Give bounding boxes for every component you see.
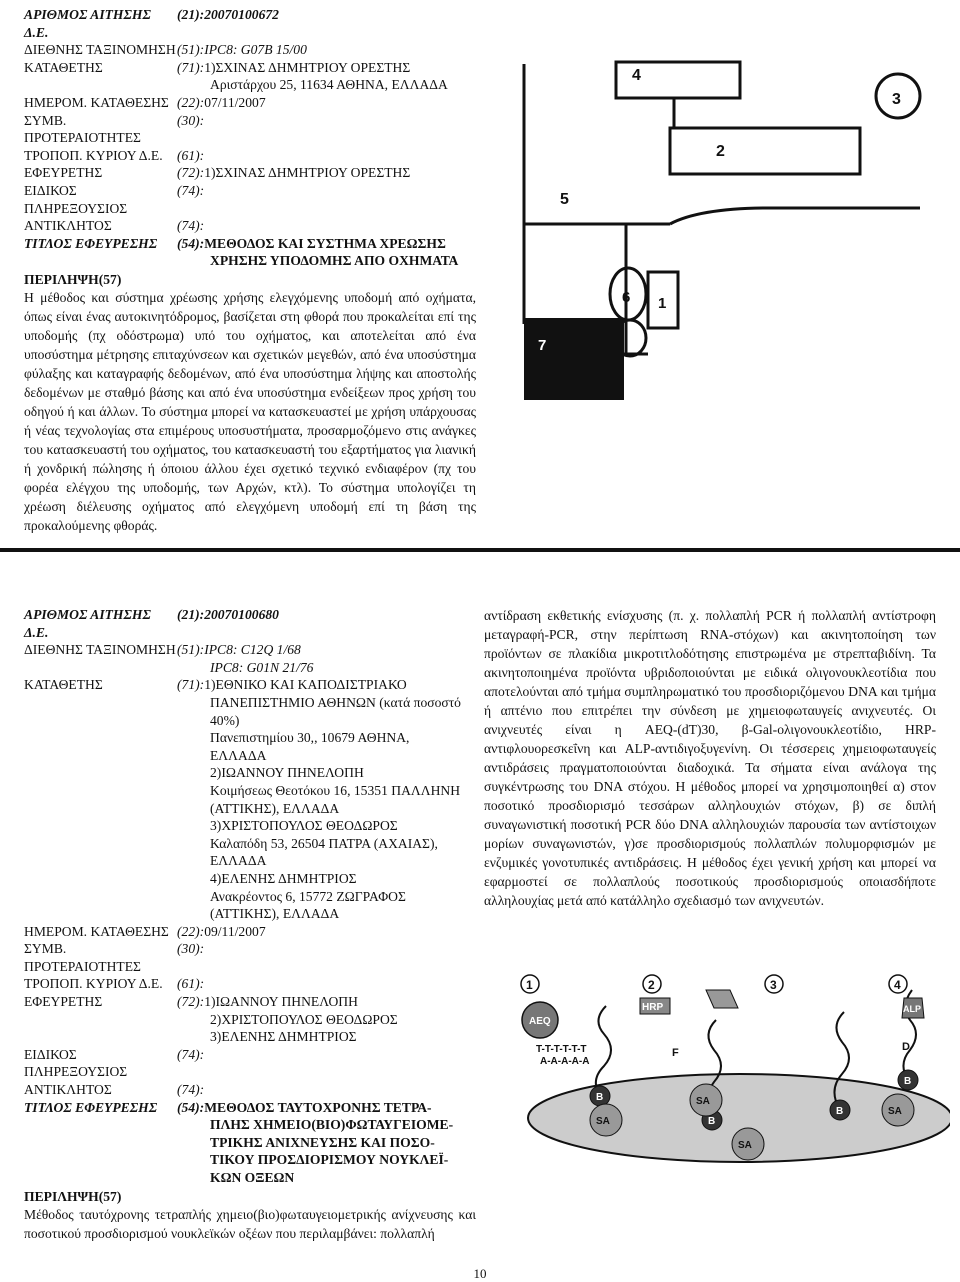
- field-value: [177, 606, 476, 641]
- abstract-label: ΠΕΡΙΛΗΨΗ(57): [24, 1188, 122, 1204]
- field-line: 07/11/2007: [204, 94, 266, 110]
- field-value: [177, 112, 476, 147]
- field-value: [177, 217, 476, 235]
- field-line: 3)ΧΡΙΣΤΟΠΟΥΛΟΣ ΘΕΟΔΩΡΟΣ: [210, 818, 398, 834]
- field-row: [24, 975, 476, 993]
- field-line: 09/11/2007: [204, 923, 266, 939]
- field-label: ΗΜΕΡΟΜ. ΚΑΤΑΘΕΣΗΣ: [24, 94, 169, 110]
- field-code: (71):: [177, 59, 205, 75]
- field-label: ΔΙΕΘΝΗΣ ΤΑΞΙΝΟΜΗΣΗ: [24, 42, 176, 58]
- field-row: [24, 94, 476, 112]
- page-number: 10: [473, 1266, 487, 1281]
- field-row: [24, 1081, 476, 1099]
- field-row: [24, 940, 476, 975]
- field-value: [177, 147, 476, 165]
- field-line: 2)ΙΩΑΝΝΟΥ ΠΗΝΕΛΟΠΗ: [210, 765, 364, 781]
- field-label: ΕΦΕΥΡΕΤΗΣ: [24, 994, 103, 1010]
- field-code: (21):: [177, 7, 205, 22]
- field-label: ΔΙΕΘΝΗΣ ΤΑΞΙΝΟΜΗΣΗ: [24, 642, 176, 658]
- figure-2-label: B: [836, 1106, 844, 1117]
- figure-1-label: 5: [560, 191, 569, 208]
- field-line: 20070100672: [204, 7, 279, 22]
- figure-2-label: F: [672, 1047, 679, 1059]
- field-label: ΤΡΟΠΟΠ. ΚΥΡΙΟΥ Δ.Ε.: [24, 147, 163, 163]
- figure-2-label: B: [708, 1116, 716, 1127]
- field-line: ΠΑΝΕΠΙΣΤΗΜΙΟ ΑΘΗΝΩΝ (κατά ποσοστό: [210, 694, 461, 710]
- field-row: [24, 993, 476, 1046]
- field-code: (51):: [177, 642, 205, 658]
- field-label: ΗΜΕΡΟΜ. ΚΑΤΑΘΕΣΗΣ: [24, 923, 169, 939]
- figure-1-label: 7: [538, 337, 547, 354]
- title-code: (54):: [177, 1099, 205, 1115]
- field-code: (74):: [177, 1046, 205, 1062]
- figure-2-label: A-A-A-A-A: [540, 1056, 590, 1067]
- field-value: [177, 1046, 476, 1081]
- field-row: [24, 217, 476, 235]
- field-row: [24, 641, 476, 676]
- field-label: ΑΡΙΘΜΟΣ ΑΙΤΗΣΗΣ Δ.Ε.: [24, 7, 151, 40]
- title-line: ΠΛΗΣ ΧΗΜΕΙΟ(ΒΙΟ)ΦΩΤΑΥΓΕΙΟΜΕ-: [210, 1117, 454, 1133]
- field-label: ΤΡΟΠΟΠ. ΚΥΡΙΟΥ Δ.Ε.: [24, 976, 163, 992]
- field-value: [177, 940, 476, 975]
- title-line: ΧΡΗΣΗΣ ΥΠΟΔΟΜΗΣ ΑΠΟ ΟΧΗΜΑΤΑ: [210, 253, 459, 269]
- field-row: [24, 112, 476, 147]
- title-value: [177, 235, 476, 270]
- field-line: IPC8: G01N 21/76: [210, 659, 314, 675]
- field-label: ΑΡΙΘΜΟΣ ΑΙΤΗΣΗΣ Δ.Ε.: [24, 607, 151, 640]
- title-line: ΤΙΚΟΥ ΠΡΟΣΔΙΟΡΙΣΜΟΥ ΝΟΥΚΛΕΪ-: [210, 1152, 449, 1168]
- field-line: IPC8: G07B 15/00: [204, 42, 307, 58]
- field-row: [24, 164, 476, 182]
- figure-2-label: SA: [696, 1096, 710, 1107]
- figure-1-label: 1: [658, 295, 667, 312]
- figure-2-diagram: [500, 970, 950, 1170]
- figure-2-label: B: [904, 1076, 912, 1087]
- figure-2-label: T-T-T-T-T-T: [536, 1044, 587, 1055]
- field-value: [177, 164, 476, 182]
- figure-2-label: HRP: [642, 1002, 664, 1013]
- field-label: ΕΙΔΙΚΟΣ ΠΛΗΡΕΞΟΥΣΙΟΣ: [24, 182, 128, 216]
- title-label: ΤΙΤΛΟΣ ΕΦΕΥΡΕΣΗΣ: [24, 1099, 158, 1115]
- field-line: 1)ΕΘΝΙΚΟ ΚΑΙ ΚΑΠΟΔΙΣΤΡΙΑΚΟ: [204, 677, 407, 693]
- field-code: (61):: [177, 976, 205, 992]
- field-line: 2)ΧΡΙΣΤΟΠΟΥΛΟΣ ΘΕΟΔΩΡΟΣ: [210, 1011, 398, 1027]
- field-line: 1)ΣΧΙΝΑΣ ΔΗΜΗΤΡΙΟΥ ΟΡΕΣΤΗΣ: [204, 59, 411, 75]
- title-line: ΚΩΝ ΟΞΕΩΝ: [210, 1170, 295, 1185]
- field-line: (ΑΤΤΙΚΗΣ), ΕΛΛΑΔΑ: [210, 906, 340, 922]
- title-line: ΜΕΘΟΔΟΣ ΚΑΙ ΣΥΣΤΗΜΑ ΧΡΕΩΣΗΣ: [204, 235, 446, 251]
- field-value: [177, 923, 476, 941]
- field-line: 1)ΙΩΑΝΝΟΥ ΠΗΝΕΛΟΠΗ: [204, 994, 358, 1010]
- field-label: ΑΝΤΙΚΛΗΤΟΣ: [24, 1082, 112, 1098]
- figure-1-label: 3: [892, 91, 901, 108]
- field-line: 4)ΕΛΕΝΗΣ ΔΗΜΗΤΡΙΟΣ: [210, 870, 357, 886]
- field-label: ΚΑΤΑΘΕΤΗΣ: [24, 677, 103, 693]
- field-label: ΣΥΜΒ. ΠΡΟΤΕΡΑΙΟΤΗΤΕΣ: [24, 941, 141, 974]
- field-value: [177, 975, 476, 993]
- record-2: [24, 606, 476, 1243]
- figure-2-label: 1: [526, 978, 533, 992]
- field-line: Ανακρέοντος 6, 15772 ΖΩΓΡΑΦΟΣ: [210, 888, 406, 904]
- field-row: [24, 923, 476, 941]
- abstract-text: Η μέθοδος και σύστημα χρέωσης χρήσης ελεγχόμενης υποδομή από οχήματα, όπως είναι ένας αυτοκινητόδρομος, βασίζεται στη φθορά που προκαλείται επί της υποδομής (πχ οδόστρωμα) υπό του οχήματος, και αποτελείται από ένα υποσύστημα μέτρησης επιταχύνσεων και σχετικών μεγεθών, από ένα υποσύστημα φύλαξης και καταγραφής δεδομένων, από ένα υποσύστημα λήψης και αποστολής δεδομένων με σταθμό βάσης και από ένα υποσύστημα ενδείξεων προς χρήση του οδηγού ή και άλλων. Το σύστημα μπορεί να κατασκευαστεί με χρήση υπάρχουσας ή νέας τεχνολογίας στα επιμέρους υποσυστήματα, προσαρμοζόμενο στις ανάγκες του κατασκευαστή του οχήματος, του κατασκευαστή του εξαρτήματος για λιανική ή χονδρική πώλησης ή όποιου άλλου έχει σχετικό τεχνικό ενδιαφέρον (πχ του φορέα ελέγχου της υποδομής, των Αρχών, κτλ). Το σύστημα υπολογίζει τη χρέωση διέλευσης οχήματος από ελεγχόμενη υποδομή επί τη βάση της προκαλούμενης φθοράς.: [24, 289, 476, 533]
- title-row: [24, 1099, 476, 1187]
- abstract-label: ΠΕΡΙΛΗΨΗ(57): [24, 271, 122, 287]
- figure-1-label: 6: [622, 289, 631, 306]
- figure-2-label: 2: [648, 978, 655, 992]
- field-line: (ΑΤΤΙΚΗΣ), ΕΛΛΑΔΑ: [210, 800, 340, 816]
- record-1: [24, 6, 476, 535]
- field-label: ΑΝΤΙΚΛΗΤΟΣ: [24, 218, 112, 234]
- field-line: 3)ΕΛΕΝΗΣ ΔΗΜΗΤΡΙΟΣ: [210, 1029, 357, 1045]
- figure-2-label: D: [902, 1041, 910, 1053]
- figure-1-label: 4: [632, 67, 641, 84]
- title-code: (54):: [177, 235, 205, 251]
- field-label: ΕΦΕΥΡΕΤΗΣ: [24, 165, 103, 181]
- field-value: [177, 641, 476, 676]
- field-code: (74):: [177, 1082, 205, 1098]
- title-label: ΤΙΤΛΟΣ ΕΦΕΥΡΕΣΗΣ: [24, 235, 158, 251]
- field-row: [24, 59, 476, 94]
- field-value: [177, 993, 476, 1046]
- field-code: (30):: [177, 941, 205, 957]
- title-line: ΤΡΙΚΗΣ ΑΝΙΧΝΕΥΣΗΣ ΚΑΙ ΠΟΣΟ-: [210, 1134, 435, 1150]
- field-row: [24, 182, 476, 217]
- field-label: ΕΙΔΙΚΟΣ ΠΛΗΡΕΞΟΥΣΙΟΣ: [24, 1046, 128, 1080]
- field-line: Αριστάρχου 25, 11634 ΑΘΗΝΑ, ΕΛΛΑΔΑ: [210, 77, 448, 93]
- field-row: [24, 606, 476, 641]
- figure-1-diagram: [520, 58, 950, 403]
- field-code: (22):: [177, 94, 205, 110]
- field-code: (72):: [177, 994, 205, 1010]
- field-code: (74):: [177, 182, 205, 198]
- field-line: 20070100680: [204, 607, 279, 622]
- title-row: [24, 235, 476, 270]
- field-row: [24, 41, 476, 59]
- field-code: (72):: [177, 165, 205, 181]
- figure-2-label: SA: [888, 1106, 902, 1117]
- field-value: [177, 676, 476, 922]
- field-line: Καλαπόδη 53, 26504 ΠΑΤΡΑ (ΑΧΑΙΑΣ),: [210, 835, 438, 851]
- field-label: ΚΑΤΑΘΕΤΗΣ: [24, 59, 103, 75]
- field-row: [24, 147, 476, 165]
- field-code: (22):: [177, 923, 205, 939]
- field-line: ΕΛΛΑΔΑ: [210, 853, 267, 869]
- figure-2-label: B: [596, 1092, 604, 1103]
- field-code: (30):: [177, 112, 205, 128]
- field-code: (74):: [177, 218, 205, 234]
- figure-2-label: 3: [770, 978, 777, 992]
- field-value: [177, 41, 476, 59]
- figure-1-label: 2: [716, 143, 725, 160]
- field-line: 1)ΣΧΙΝΑΣ ΔΗΜΗΤΡΙΟΥ ΟΡΕΣΤΗΣ: [204, 165, 411, 181]
- abstract-text: Μέθοδος ταυτόχρονης τετραπλής χημειο(βιο)φωταυγειομετρικής ανίχνευσης και ποσοτικού προσδιορισμού νουκλεϊκών οξέων που περιλαμβάνει: πολλαπλή: [24, 1206, 476, 1241]
- title-value: [177, 1099, 476, 1187]
- field-value: [177, 6, 476, 41]
- field-line: ΕΛΛΑΔΑ: [210, 747, 267, 763]
- figure-2-label: SA: [596, 1116, 610, 1127]
- figure-2-label: SA: [738, 1140, 752, 1151]
- title-line: ΜΕΘΟΔΟΣ ΤΑΥΤΟΧΡΟΝΗΣ ΤΕΤΡΑ-: [204, 1099, 432, 1115]
- field-row: [24, 1046, 476, 1081]
- field-line: 40%): [210, 712, 240, 728]
- figure-2-label: 4: [894, 978, 901, 992]
- figure-2-label: AEQ: [529, 1016, 551, 1027]
- record-2-abstract-continued: αντίδραση εκθετικής ενίσχυσης (π. χ. πολλαπλή PCR ή πολλαπλή αντίστροφη μεταγραφή-PCR, στην περίπτωση RNA-στόχων) και ακινητοποίηση των προϊόντων σε πλακίδια μικροτιτλοδότησης επιστρωμένα με στρεπταβιδίνη. Τα ακινητοποιημένα προϊόντα υβριδοποιούνται με ειδικά ολιγονουκλεοτίδια που αποτελούνται από τμήμα συμπληρωματικό του προσδιοριζόμενου DNA και τμήμα ή απτένιο που επιτρέπει την σύνδεση με χημειοφωταυγείς ανιχνευτές. Οι ανιχνευτές είναι η AEQ-(dT)30, β-Gal-ολιγονουκλεοτίδιο, HRP-αντιφλουορεσκεΐνη και ALP-αντιδιγοξυγενίνη. Οι τέσσερεις χημειοφωταυγείς αντιδράσεις πραγματοποιούνται διαδοχικά. Τα σήματα είναι ανάλογα της συγκέντρωσης του DNA στόχου. Η μέθοδος μπορεί να χρησιμοποιηθεί α) στον ποσοτικό προσδιορισμό τεσσάρων αλληλουχιών στόχων, β) σε διπλή συναγωνιστική ποσοτική PCR δύο DNA αλληλουχιών παρουσία των αντίστοιχων μορίων συναγωνιστών, γ)σε προσδιορισμούς πολλαπλών πολυμορφισμών με ενζυμικές γονοτυπικές αντιδράσεις. Η μέθοδος έχει γενική χρήση και μπορεί να εφαρμοστεί σε πολλαπλούς ποσοτικούς προσδιορισμούς οποιασδήποτε αλληλουχίας μετά από κατάλληλο σχεδιασμό των ανιχνευτών.: [484, 608, 936, 908]
- field-value: [177, 59, 476, 94]
- field-code: (71):: [177, 677, 205, 693]
- field-row: [24, 676, 476, 922]
- field-value: [177, 1081, 476, 1099]
- field-line: Κοιμήσεως Θεοτόκου 16, 15351 ΠΑΛΛΗΝΗ: [210, 782, 461, 798]
- field-label: ΣΥΜΒ. ΠΡΟΤΕΡΑΙΟΤΗΤΕΣ: [24, 112, 141, 146]
- field-code: (51):: [177, 42, 205, 58]
- figure-2-label: ALP: [903, 1004, 921, 1014]
- field-value: [177, 94, 476, 112]
- section-divider: [0, 548, 960, 552]
- field-line: IPC8: C12Q 1/68: [204, 642, 301, 658]
- field-value: [177, 182, 476, 217]
- field-row: [24, 6, 476, 41]
- field-code: (61):: [177, 147, 205, 163]
- field-code: (21):: [177, 607, 205, 622]
- field-line: Πανεπιστημίου 30,, 10679 ΑΘΗΝΑ,: [210, 730, 410, 746]
